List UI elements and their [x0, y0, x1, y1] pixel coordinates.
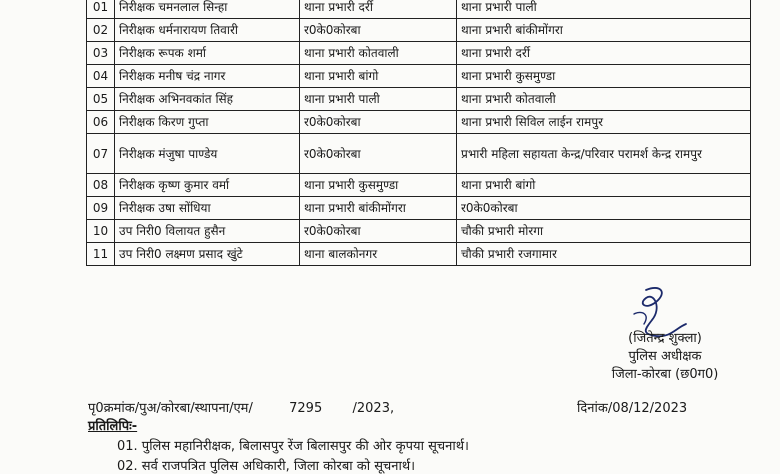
transfer-table [86, 0, 751, 266]
table-row [87, 111, 751, 134]
new-posting: र0के0कोरबा [457, 197, 751, 220]
new-posting: थाना प्रभारी पाली [457, 0, 751, 19]
officer-name: निरीक्षक धर्मनारायण तिवारी [115, 19, 300, 42]
transfer-table-body [87, 0, 751, 266]
new-posting: थाना प्रभारी कुसमुण्डा [457, 65, 751, 88]
table-row [87, 243, 751, 266]
current-posting: र0के0कोरबा [300, 134, 457, 174]
officer-name: निरीक्षक कृष्ण कुमार वर्मा [115, 174, 300, 197]
serial-number: 10 [87, 220, 115, 243]
signature-block [580, 330, 750, 384]
current-posting: थाना प्रभारी पाली [300, 88, 457, 111]
new-posting: चौकी प्रभारी मोरगा [457, 220, 751, 243]
reference-prefix: पृ0क्रमांक/पुअ/कोरबा/स्थापना/एम/ [88, 401, 253, 416]
serial-number: 01 [87, 0, 115, 19]
officer-name: निरीक्षक चमनलाल सिन्हा [115, 0, 300, 19]
order-date: दिनांक/08/12/2023 [577, 401, 688, 416]
serial-number: 05 [87, 88, 115, 111]
table-row [87, 42, 751, 65]
current-posting: थाना प्रभारी बांकीमोंगरा [300, 197, 457, 220]
serial-number: 02 [87, 19, 115, 42]
current-posting: थाना प्रभारी कोतवाली [300, 42, 457, 65]
table-row [87, 197, 751, 220]
current-posting: थाना प्रभारी कुसमुण्डा [300, 174, 457, 197]
new-posting: थाना प्रभारी दर्री [457, 42, 751, 65]
new-posting: चौकी प्रभारी रजगामार [457, 243, 751, 266]
officer-name: निरीक्षक मनीष चंद्र नागर [115, 65, 300, 88]
current-posting: र0के0कोरबा [300, 111, 457, 134]
officer-name: उप निरी0 विलायत हुसैन [115, 220, 300, 243]
copy-to-heading: प्रतिलिपिः- [88, 419, 138, 434]
table-row [87, 88, 751, 111]
officer-name: निरीक्षक रूपक शर्मा [115, 42, 300, 65]
signatory-designation: पुलिस अधीक्षक [628, 349, 702, 364]
officer-name: निरीक्षक मंजुषा पाण्डेय [115, 134, 300, 174]
table-row [87, 65, 751, 88]
officer-name: निरीक्षक अभिनवकांत सिंह [115, 88, 300, 111]
officer-name: निरीक्षक किरण गुप्ता [115, 111, 300, 134]
reference-line [88, 398, 394, 416]
serial-number: 11 [87, 243, 115, 266]
serial-number: 03 [87, 42, 115, 65]
copy-to-item: 01. पुलिस महानिरीक्षक, बिलासपुर रेंज बिलासपुर की ओर कृपया सूचनार्थ। [117, 439, 469, 454]
serial-number: 09 [87, 197, 115, 220]
officer-name: उप निरी0 लक्ष्मण प्रसाद खुंटे [115, 243, 300, 266]
serial-number: 06 [87, 111, 115, 134]
current-posting: थाना प्रभारी दर्री [300, 0, 457, 19]
current-posting: र0के0कोरबा [300, 220, 457, 243]
new-posting: थाना प्रभारी बांगो [457, 174, 751, 197]
reference-year: /2023, [352, 401, 395, 416]
serial-number: 08 [87, 174, 115, 197]
table-row [87, 174, 751, 197]
signatory-name: (जितेन्द्र शुक्ला) [628, 331, 702, 346]
serial-number: 04 [87, 65, 115, 88]
table-row [87, 134, 751, 174]
officer-name: निरीक्षक उषा सोंधिया [115, 197, 300, 220]
table-row [87, 220, 751, 243]
current-posting: थाना प्रभारी बांगो [300, 65, 457, 88]
new-posting: थाना प्रभारी सिविल लाईन रामपुर [457, 111, 751, 134]
serial-number: 07 [87, 134, 115, 174]
reference-number: 7295 [289, 401, 323, 416]
new-posting: थाना प्रभारी कोतवाली [457, 88, 751, 111]
current-posting: थाना बालकोनगर [300, 243, 457, 266]
new-posting: प्रभारी महिला सहायता केन्द्र/परिवार परामर्श केन्द्र रामपुर [457, 134, 751, 174]
table-row [87, 19, 751, 42]
table-row [87, 0, 751, 19]
new-posting: थाना प्रभारी बांकीमोंगरा [457, 19, 751, 42]
copy-to-item: 02. सर्व राजपत्रित पुलिस अधिकारी, जिला कोरबा को सूचनार्थ। [117, 459, 416, 474]
signatory-district: जिला-कोरबा (छ0ग0) [611, 367, 719, 382]
current-posting: र0के0कोरबा [300, 19, 457, 42]
